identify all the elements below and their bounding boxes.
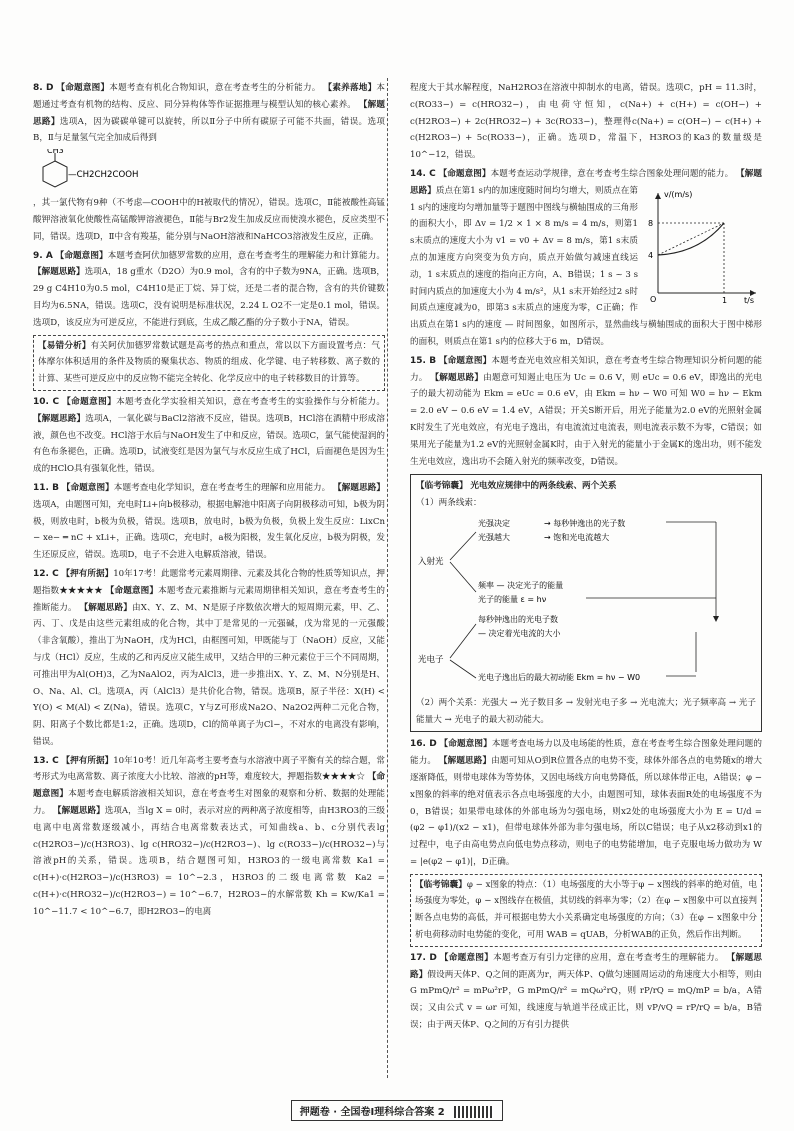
question-number: 11. B bbox=[33, 482, 60, 493]
question-16 bbox=[410, 736, 762, 947]
trapezoid-line bbox=[658, 223, 724, 255]
question-number: 13. C bbox=[33, 755, 59, 766]
y-axis-label: v/(m/s) bbox=[664, 189, 693, 199]
question-number: 15. B bbox=[410, 355, 437, 366]
diagram-text: → 饱和光电流越大 bbox=[544, 532, 610, 542]
text: 有关阿伏加德罗常数试题是高考的热点和重点，常以以下方面设置考点：气体摩尔体积适用的条件及物质的聚集状态、物质的组成、化学键、电子转移数、离子数的计算、某些可逆反应中的反应物不能完全转化、化学反应中的电子转移数目的计算等。 bbox=[38, 340, 380, 385]
text: 由题可知从O到R位置各点的电势不变，球体外部各点的电势随x的增大逐渐降低，则带电球体为等势体，又因电场线方向电势降低，所以球体带正电，A错误；φ − x图象的斜率的绝对值表示各点电场强度的大小，由题图可知，球体表面R处的电场强度不为0，B错误；如果带电球体的外部电场为匀强电场，则x2处的电场强度大小为 E = U/d = (φ2 − φ1)/(x2 − x1)，但带电球体外部为非匀强电场，所以C错误；电子从x2移动到x1的过程中，电子由高电势点向低电势点移动，则电子的电势能增加，电子克服电场力做功为 W = |e(φ2 − φ1)|，D正确。 bbox=[410, 756, 762, 867]
error-analysis-box bbox=[33, 335, 385, 391]
footer-title: 押题卷 · 全国卷Ⅰ理科综合答案 bbox=[299, 1107, 435, 1118]
section-tag: 【命题意图】 bbox=[439, 952, 494, 963]
question-11 bbox=[33, 480, 385, 564]
y-tick-8: 8 bbox=[648, 218, 654, 228]
section-tag: 【解题思路】 bbox=[33, 267, 85, 278]
text: 本题考查电场力以及电场能的性质，意在考查考生综合图象处理问题的能力。 bbox=[410, 739, 762, 767]
text: 10年10考！近几年高考主要考查与水溶液中离子平衡有关的综合题，常考形式为电离常数、离子浓度大小比较、溶液的pH等，难度较大，押题指数★★★★☆ bbox=[33, 755, 386, 783]
text: 本题考查万有引力定律的应用，意在考查考生的理解能力。 bbox=[493, 952, 724, 963]
section-tag: 【命题意图】 bbox=[438, 168, 491, 179]
question-number: 10. C bbox=[33, 396, 60, 407]
photoelectric-diagram bbox=[416, 512, 752, 688]
question-13 bbox=[33, 753, 385, 921]
text: 本题通过考查有机物的结构、反应、同分异构体等作证据推理与模型认知的核心素养。 bbox=[33, 83, 385, 110]
diagram-text: 光强决定 bbox=[478, 518, 510, 528]
text: 选项A，当lg X = 0时，表示对应的两种离子浓度相等，由H3RO3的三级电离中电离常数逐级减小，再结合电离常数表达式，可知曲线a、b、c分别代表lg c(H2RO3−)/c(H3RO3)、lg c(HRO32−)/c(H2RO3−)、lg c(RO33−)/c(HRO32−)与溶液pH的关系，错误。选项B，结合题图可知，H3RO3的一级电离常数 Ka1 = c(H+)·c(H2RO3−)/c(H3RO3) = 10^−2.3，H3RO3的二级电离常数 Ka2 = c(H+)·c(HRO32−)/c(H2RO3−) = 10^−6.7，H2RO3−的水解常数 Kh = Kw/Ka1 = 10^−11.7 < 10^−6.7，即H2RO3−的电离 bbox=[33, 806, 385, 917]
diagram-text: 光电子逸出后的最大初动能 Ekm = hν − W0 bbox=[478, 672, 641, 682]
diagram-text: 光强越大 bbox=[478, 532, 510, 542]
diagram-text: — 决定着光电流的大小 bbox=[478, 628, 561, 638]
incident-light-label: 入射光 bbox=[418, 556, 444, 567]
text: 质点在第1 s内的加速度随时间均匀增大，则质点在第1 s内的速度均匀增加量等于题图中图线与横轴围成的三角形的面积大小，即 Δv = 1/2 × 1 × 8 m/s = 4 m/s，则第1 s末质点的速度大小为 v1 = v0 + Δv = 8 m/s，第1 s末质点的加速度方向突变为负方向，质点开始做匀减速直线运动，1 s末质点的速度的指向正方向，A、B错误；1 s ~ 3 s时间内质点的加速度大小为 4 m/s²，从1 s末开始经过2 s时间质点速度减为0，即第3 s末质点的速度为零，C正确；作出质点在第1 s内的速度 — 时间图象，如图所示，显然曲线与横轴围成的面积大于图中梯形的面积，则质点在第1 s内的位移大于6 m，D错误。 bbox=[410, 185, 762, 347]
diagram-text: 每秒钟逸出的光电子数 bbox=[478, 614, 558, 624]
section-tag: 【解题思路】 bbox=[53, 806, 105, 817]
question-14 bbox=[410, 166, 762, 351]
section-tag: 【解题思路】 bbox=[410, 168, 762, 196]
text: 10年17考！此题常考元素周期律、元素及其化合物的性质等知识点，押题指数★★★★★ bbox=[33, 568, 386, 596]
text: 本题考查电化学知识，意在考查考生的理解和应用能力。 bbox=[113, 482, 331, 493]
page-footer bbox=[0, 1100, 794, 1121]
left-column bbox=[33, 80, 385, 923]
x-tick-1: 1 bbox=[722, 295, 728, 305]
origin-label: O bbox=[650, 294, 657, 304]
question-10 bbox=[33, 394, 385, 478]
x-axis-label: t/s bbox=[744, 295, 754, 305]
section-tag: 【命题意图】 bbox=[56, 83, 110, 93]
section-tag: 【押有所据】 bbox=[61, 755, 114, 766]
section-tag: 【解题思路】 bbox=[33, 413, 86, 424]
box-line: （2）两个关系：光强大 → 光子数目多 → 发射光电子多 → 光电流大；光子频率高 → 光子能量大 → 光电子的最大初动能大。 bbox=[416, 697, 756, 725]
section-tag: 【押有所据】 bbox=[61, 568, 114, 579]
section-tag: 【解题思路】 bbox=[410, 952, 762, 980]
text: 本题考查电解质溶液相关知识，意在考查考生对图象的观察和分析、数据的处理能力。 bbox=[33, 789, 385, 817]
diagram-text: 光子的能量 ε = hν bbox=[478, 594, 547, 604]
section-tag: 【解题思路】 bbox=[430, 372, 484, 383]
section-tag: 【命题意图】 bbox=[55, 250, 108, 261]
question-15 bbox=[410, 353, 762, 733]
velocity-time-graph bbox=[644, 185, 762, 305]
ch3-label: CH3 bbox=[47, 149, 64, 156]
question-13-continued bbox=[410, 80, 762, 164]
box-title: 【临考锦囊】 bbox=[416, 481, 468, 492]
diagram-text: 频率 — 决定光子的能量 bbox=[478, 580, 564, 590]
section-tag: 【命题意图】 bbox=[438, 355, 492, 366]
text: 本题考查有机化合物知识，意在考查考生的分析能力。 bbox=[109, 83, 321, 93]
column-divider bbox=[387, 78, 388, 1078]
box-line: （1）两条线索： bbox=[416, 498, 482, 509]
section-tag: 【解题思路】 bbox=[79, 602, 132, 613]
text: 本题考查运动学规律，意在考查考生综合图象处理问题的能力。 bbox=[490, 168, 734, 179]
structure-formula bbox=[33, 149, 385, 193]
section-tag: 【命题意图】 bbox=[33, 772, 385, 800]
text: 选项A，因为碳碳单键可以旋转，所以Ⅱ分子中所有碳原子可能不共面，错误。选项B，Ⅱ与足量氢气完全加成后得到 bbox=[33, 116, 385, 144]
right-column bbox=[410, 80, 762, 1036]
section-tag: 【命题意图】 bbox=[439, 739, 492, 750]
exam-tips-box-potential bbox=[410, 874, 762, 947]
question-number: 14. C bbox=[410, 168, 436, 179]
section-tag: 【解题思路】 bbox=[438, 756, 492, 767]
diagram-text: → 每秒钟逸出的光子数 bbox=[544, 518, 626, 528]
question-9 bbox=[33, 248, 385, 391]
question-number: 16. D bbox=[410, 739, 437, 750]
text: φ − x图象的特点：（1）电场强度的大小等于φ − x图线的斜率的绝对值，电场强度为零处，φ − x图线存在极值，其切线的斜率为零；（2）在φ − x图象中可以直接判断各点电势的高低，并可根据电势大小关系确定电场强度的方向；（3）在φ − x图象中分析电荷移动时电势能的变化，可用 WAB = qUAB，分析WAB的正负，然后作出判断。 bbox=[415, 879, 757, 941]
section-tag: 【命题意图】 bbox=[62, 396, 117, 407]
text: 本题考查化学实验相关知识，意在考查考生的实验操作与分析能力。 bbox=[116, 396, 385, 407]
exam-tips-box-photoelectric bbox=[410, 474, 762, 732]
text: 选项A，由题图可知，充电时Li+向b极移动，根据电解池中阳离子向阴极移动可知，b极为阴极，则放电时，b极为负极，错误。选项B，放电时，b极为负极，负极上发生反应：LixCn − xe− ═ nC + xLi+，正确。选项C，充电时，a极为阳极，发生氧化反应，b极为阴极，发生还原反应，错误。选项D，电子不会进入电解质溶液，错误。 bbox=[33, 499, 385, 561]
question-number: 17. D bbox=[410, 952, 437, 963]
text: 程度大于其水解程度，NaH2RO3在溶液中抑制水的电离，错误。选项C，pH = 11.3时，c(RO33−) = c(HRO32−)，由电荷守恒知，c(Na+) + c(H+) = c(OH−) + c(H2RO3−) + 2c(HRO32−) + 3c(RO33−)，整理得c(Na+) = c(OH−) − c(H+) + c(H2RO3−) + 5c(RO33−)，正确。选项D，常温下，H3RO3的Ka3的数量级是10^−12，错误。 bbox=[410, 83, 762, 161]
footer-title-box bbox=[291, 1100, 503, 1121]
text: 假设两天体P、Q之间的距离为r，两天体P、Q做匀速圆周运动的角速度大小相等，则由 G mPmQ/r² = mPω²rP，G mPmQ/r² = mQω²rQ，则 rP/rQ = mQ/mP = b/a，A错误；又由公式 v = ωr 可知，线速度与轨道半径成正比，则 vP/vQ = rP/rQ = b/a，B错误；由于两天体P、Q之间的万有引力提供 bbox=[410, 969, 762, 1031]
text: 本题考查元素推断与元素周期律相关知识，意在考查考生的推断能力。 bbox=[33, 585, 385, 613]
question-17 bbox=[410, 950, 762, 1034]
text: 本题考查阿伏加德罗常数的应用，意在考查考生的理解能力和计算能力。 bbox=[107, 250, 385, 261]
qr-code-icon bbox=[454, 1106, 494, 1118]
question-8 bbox=[33, 80, 385, 246]
photoelectron-label: 光电子 bbox=[418, 654, 444, 665]
section-tag: 【易错分析】 bbox=[38, 340, 91, 351]
page-number: 2 bbox=[437, 1107, 445, 1118]
question-number: 8. D bbox=[33, 83, 54, 93]
text: 由题意可知遏止电压为 Uc = 0.6 V，则 eUc = 0.6 eV，即逸出的光电子的最大初动能为 Ekm = eUc = 0.6 eV，由 Ekm = hν − W0 可知 W0 = hν − Ekm = 2.0 eV − 0.6 eV = 1.4 eV，A错误；开关S断开后，用光子能量为2.0 eV的光照射金属K时发生了光电效应，有光电子逸出，有电流流过电流表，则电流表示数不为零，C错误；如果用光子能量为1.2 eV的光照射金属K时，由于入射光的能量小于金属K的逸出功，则不能发生光电效应，逸出功不会随入射光的频率改变，D错误。 bbox=[410, 372, 762, 467]
y-tick-4: 4 bbox=[648, 250, 654, 260]
question-number: 12. C bbox=[33, 568, 59, 579]
question-number: 9. A bbox=[33, 250, 53, 261]
cyclohexane-structure bbox=[33, 149, 213, 193]
text: 选项A，18 g重水（D2O）为0.9 mol，含有的中子数为9NA，正确。选项B，29 g C4H10为0.5 mol，C4H10是正丁烷、异丁烷，还是二者的混合物，含有的共价键数目均为6.5NA，错误。选项C，没有说明是标准状况，2.24 L O2不一定是0.1 mol，错误。选项D，该反应为可逆反应，不能进行到底，生成乙酸乙酯的分子数小于NA，错误。 bbox=[33, 267, 385, 328]
text: 选项A，一氧化碳与BaCl2溶液不反应，错误。选项B，HCl溶在酒精中形成溶液，颜色也不改变。HCl溶于水后与NaOH发生了中和反应，错误。选项C，氯气能使湿润的有色布条褪色，正确。选项D，试液变红是因为氯气与水反应生成了HCl，后面褪色是因为生成的HClO具有强氧化性，错误。 bbox=[33, 413, 385, 475]
text: ，其一氯代物有9种（不考虑—COOH中的H被取代的情况），错误。选项C，Ⅱ能被酸性高锰酸钾溶液氧化使酸性高锰酸钾溶液褪色，Ⅱ能与Br2发生加成反应而使溴水褪色，反应类型不同，错误。选项D，Ⅱ中含有羧基，能分别与NaOH溶液和NaHCO3溶液发生反应，正确。 bbox=[33, 198, 385, 242]
section-tag: 【命题意图】 bbox=[61, 482, 114, 493]
section-tag: 【素养落地】 bbox=[323, 83, 377, 93]
question-12 bbox=[33, 566, 385, 751]
box-title: 【临考锦囊】 bbox=[415, 879, 467, 890]
section-tag: 【解题思路】 bbox=[333, 482, 386, 493]
text: 本题考查光电效应相关知识，意在考查考生综合物理知识分析问题的能力。 bbox=[410, 355, 762, 383]
text: 由X、Y、Z、M、N是原子序数依次增大的短周期元素，甲、乙、丙、丁、戊是由这些元素组成的化合物，其中丁是常见的一元强碱，戊为常见的一元强酸（非含氧酸），推出丁为NaOH，戊为HCl，由框图可知，甲既能与丁（NaOH）反应，又能与戊（HCl）反应，生成的乙和丙反应又能生成甲，又结合甲的三种元素位于三个不同周期，可推出甲为Al(OH)3，乙为NaAlO2，丙为AlCl3，进一步推出X、Y、Z、M、N分别是H、O、Na、Al、Cl。选项A，丙（AlCl3）是共价化合物，错误。选项B，原子半径：X(H) < Y(O) < M(Al) < Z(Na)，错误。选项C，Y与Z可形成Na2O、Na2O2两种二元化合物，阴、阳离子个数比都是1:2，正确。选项D，Cl的简单离子为Cl−，不对水的电离没有影响，错误。 bbox=[33, 602, 385, 747]
section-tag: 【命题意图】 bbox=[105, 585, 159, 596]
chain-label: —CH2CH2COOH bbox=[68, 170, 139, 181]
section-tag: 【解题思路】 bbox=[33, 99, 385, 127]
box-heading: 光电效应规律中的两条线索、两个关系 bbox=[470, 481, 617, 492]
